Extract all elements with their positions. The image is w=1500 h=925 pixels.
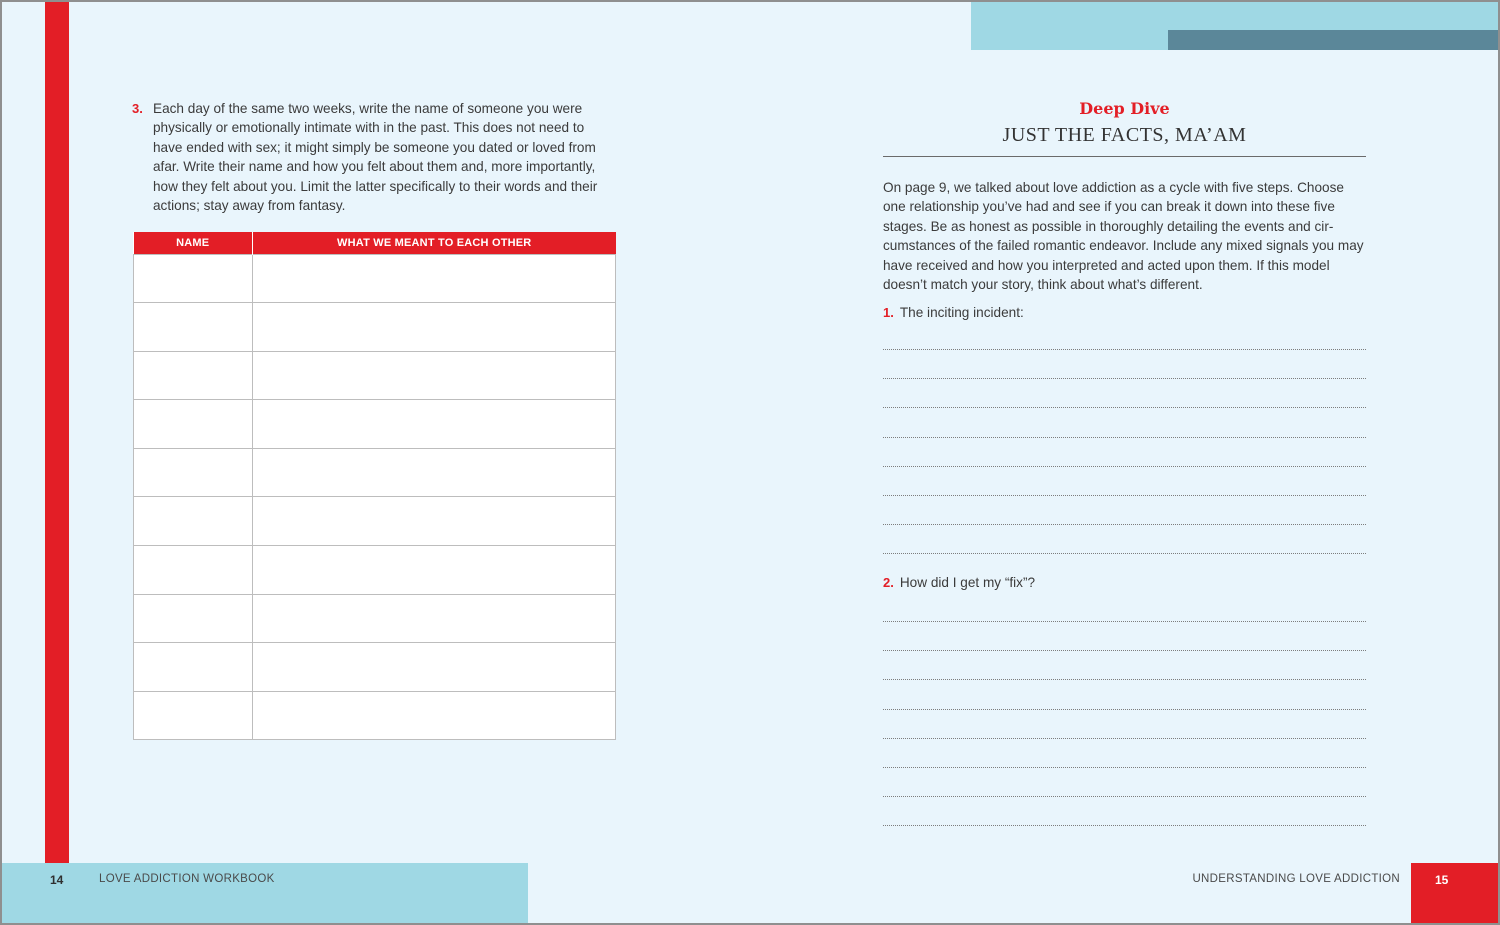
table-row bbox=[134, 691, 616, 740]
name-cell[interactable] bbox=[134, 497, 253, 546]
table-row bbox=[134, 254, 616, 303]
title-divider bbox=[883, 156, 1366, 157]
answer-line[interactable] bbox=[883, 437, 1366, 438]
meaning-cell[interactable] bbox=[253, 254, 616, 303]
prompt-text: Each day of the same two weeks, write the name of someone you were physically or emotionally intimate with in the past. This does not need to have ended with sex; it might simply be someone you dated or loved from afar. Write their name and how you felt about them and, more importantly, how they felt about you. Limit the latter specifically to their words and their actions; stay away from fantasy. bbox=[153, 101, 598, 214]
answer-line[interactable] bbox=[883, 767, 1366, 768]
name-cell[interactable] bbox=[134, 448, 253, 497]
meaning-cell[interactable] bbox=[253, 497, 616, 546]
table-row bbox=[134, 643, 616, 692]
left-red-margin-bar bbox=[45, 2, 69, 864]
meaning-cell[interactable] bbox=[253, 594, 616, 643]
table-row bbox=[134, 351, 616, 400]
left-page-number: 14 bbox=[50, 873, 64, 887]
question-text: The inciting incident: bbox=[899, 305, 1024, 320]
left-footer bbox=[2, 863, 528, 923]
table-header-row bbox=[134, 232, 616, 254]
section-title: JUST THE FACTS, MA’AM bbox=[1002, 124, 1247, 146]
table-row bbox=[134, 400, 616, 449]
meaning-cell[interactable] bbox=[253, 303, 616, 352]
name-cell[interactable] bbox=[134, 400, 253, 449]
answer-line[interactable] bbox=[883, 553, 1366, 554]
answer-line[interactable] bbox=[883, 709, 1366, 710]
table-row bbox=[134, 303, 616, 352]
table-row bbox=[134, 448, 616, 497]
answer-line[interactable] bbox=[883, 825, 1366, 826]
answer-line[interactable] bbox=[883, 495, 1366, 496]
name-cell[interactable] bbox=[134, 643, 253, 692]
name-cell[interactable] bbox=[134, 594, 253, 643]
meaning-cell[interactable] bbox=[253, 643, 616, 692]
question-1 bbox=[883, 305, 1366, 320]
name-meaning-table bbox=[133, 232, 616, 740]
question-2 bbox=[883, 575, 1366, 590]
table-body bbox=[134, 254, 616, 740]
name-cell[interactable] bbox=[134, 351, 253, 400]
table-row bbox=[134, 546, 616, 595]
right-footer-box bbox=[1411, 863, 1498, 923]
top-right-slate-band bbox=[1168, 30, 1498, 50]
meaning-cell[interactable] bbox=[253, 691, 616, 740]
question-text: How did I get my “fix”? bbox=[899, 575, 1036, 590]
meaning-cell[interactable] bbox=[253, 351, 616, 400]
answer-line[interactable] bbox=[883, 679, 1366, 680]
answer-line[interactable] bbox=[883, 738, 1366, 739]
right-running-head: UNDERSTANDING LOVE ADDICTION bbox=[1192, 873, 1400, 885]
answer-line[interactable] bbox=[883, 378, 1366, 379]
header-name: NAME bbox=[134, 232, 253, 254]
question-number: 2. bbox=[883, 575, 894, 590]
name-cell[interactable] bbox=[134, 691, 253, 740]
header-meaning: WHAT WE MEANT TO EACH OTHER bbox=[253, 232, 616, 254]
answer-line[interactable] bbox=[883, 524, 1366, 525]
meaning-cell[interactable] bbox=[253, 400, 616, 449]
name-cell[interactable] bbox=[134, 303, 253, 352]
answer-line[interactable] bbox=[883, 407, 1366, 408]
answer-line[interactable] bbox=[883, 650, 1366, 651]
meaning-cell[interactable] bbox=[253, 546, 616, 595]
prompt-number: 3. bbox=[132, 101, 143, 116]
answer-line[interactable] bbox=[883, 796, 1366, 797]
left-running-head: LOVE ADDICTION WORKBOOK bbox=[99, 873, 275, 885]
question-number: 1. bbox=[883, 305, 894, 320]
section-intro: On page 9, we talked about love addiction as a cycle with five steps. Choose one relationship you’ve had and see if you can break it down into these five stages. Be as honest as possible in thoroughly detailing the events and circumstances of the failed romantic endeavor. Include any mixed signals you may have received and how you interpreted and acted upon them. If this model doesn’t match your story, think about what’s different. bbox=[883, 180, 1364, 293]
section-kicker: Deep Dive bbox=[1079, 99, 1170, 118]
prompt-item-3 bbox=[132, 99, 602, 215]
table-row bbox=[134, 497, 616, 546]
answer-line[interactable] bbox=[883, 466, 1366, 467]
table-row bbox=[134, 594, 616, 643]
name-cell[interactable] bbox=[134, 254, 253, 303]
meaning-cell[interactable] bbox=[253, 448, 616, 497]
name-cell[interactable] bbox=[134, 546, 253, 595]
answer-line[interactable] bbox=[883, 621, 1366, 622]
answer-line[interactable] bbox=[883, 349, 1366, 350]
right-page-number: 15 bbox=[1435, 873, 1449, 887]
